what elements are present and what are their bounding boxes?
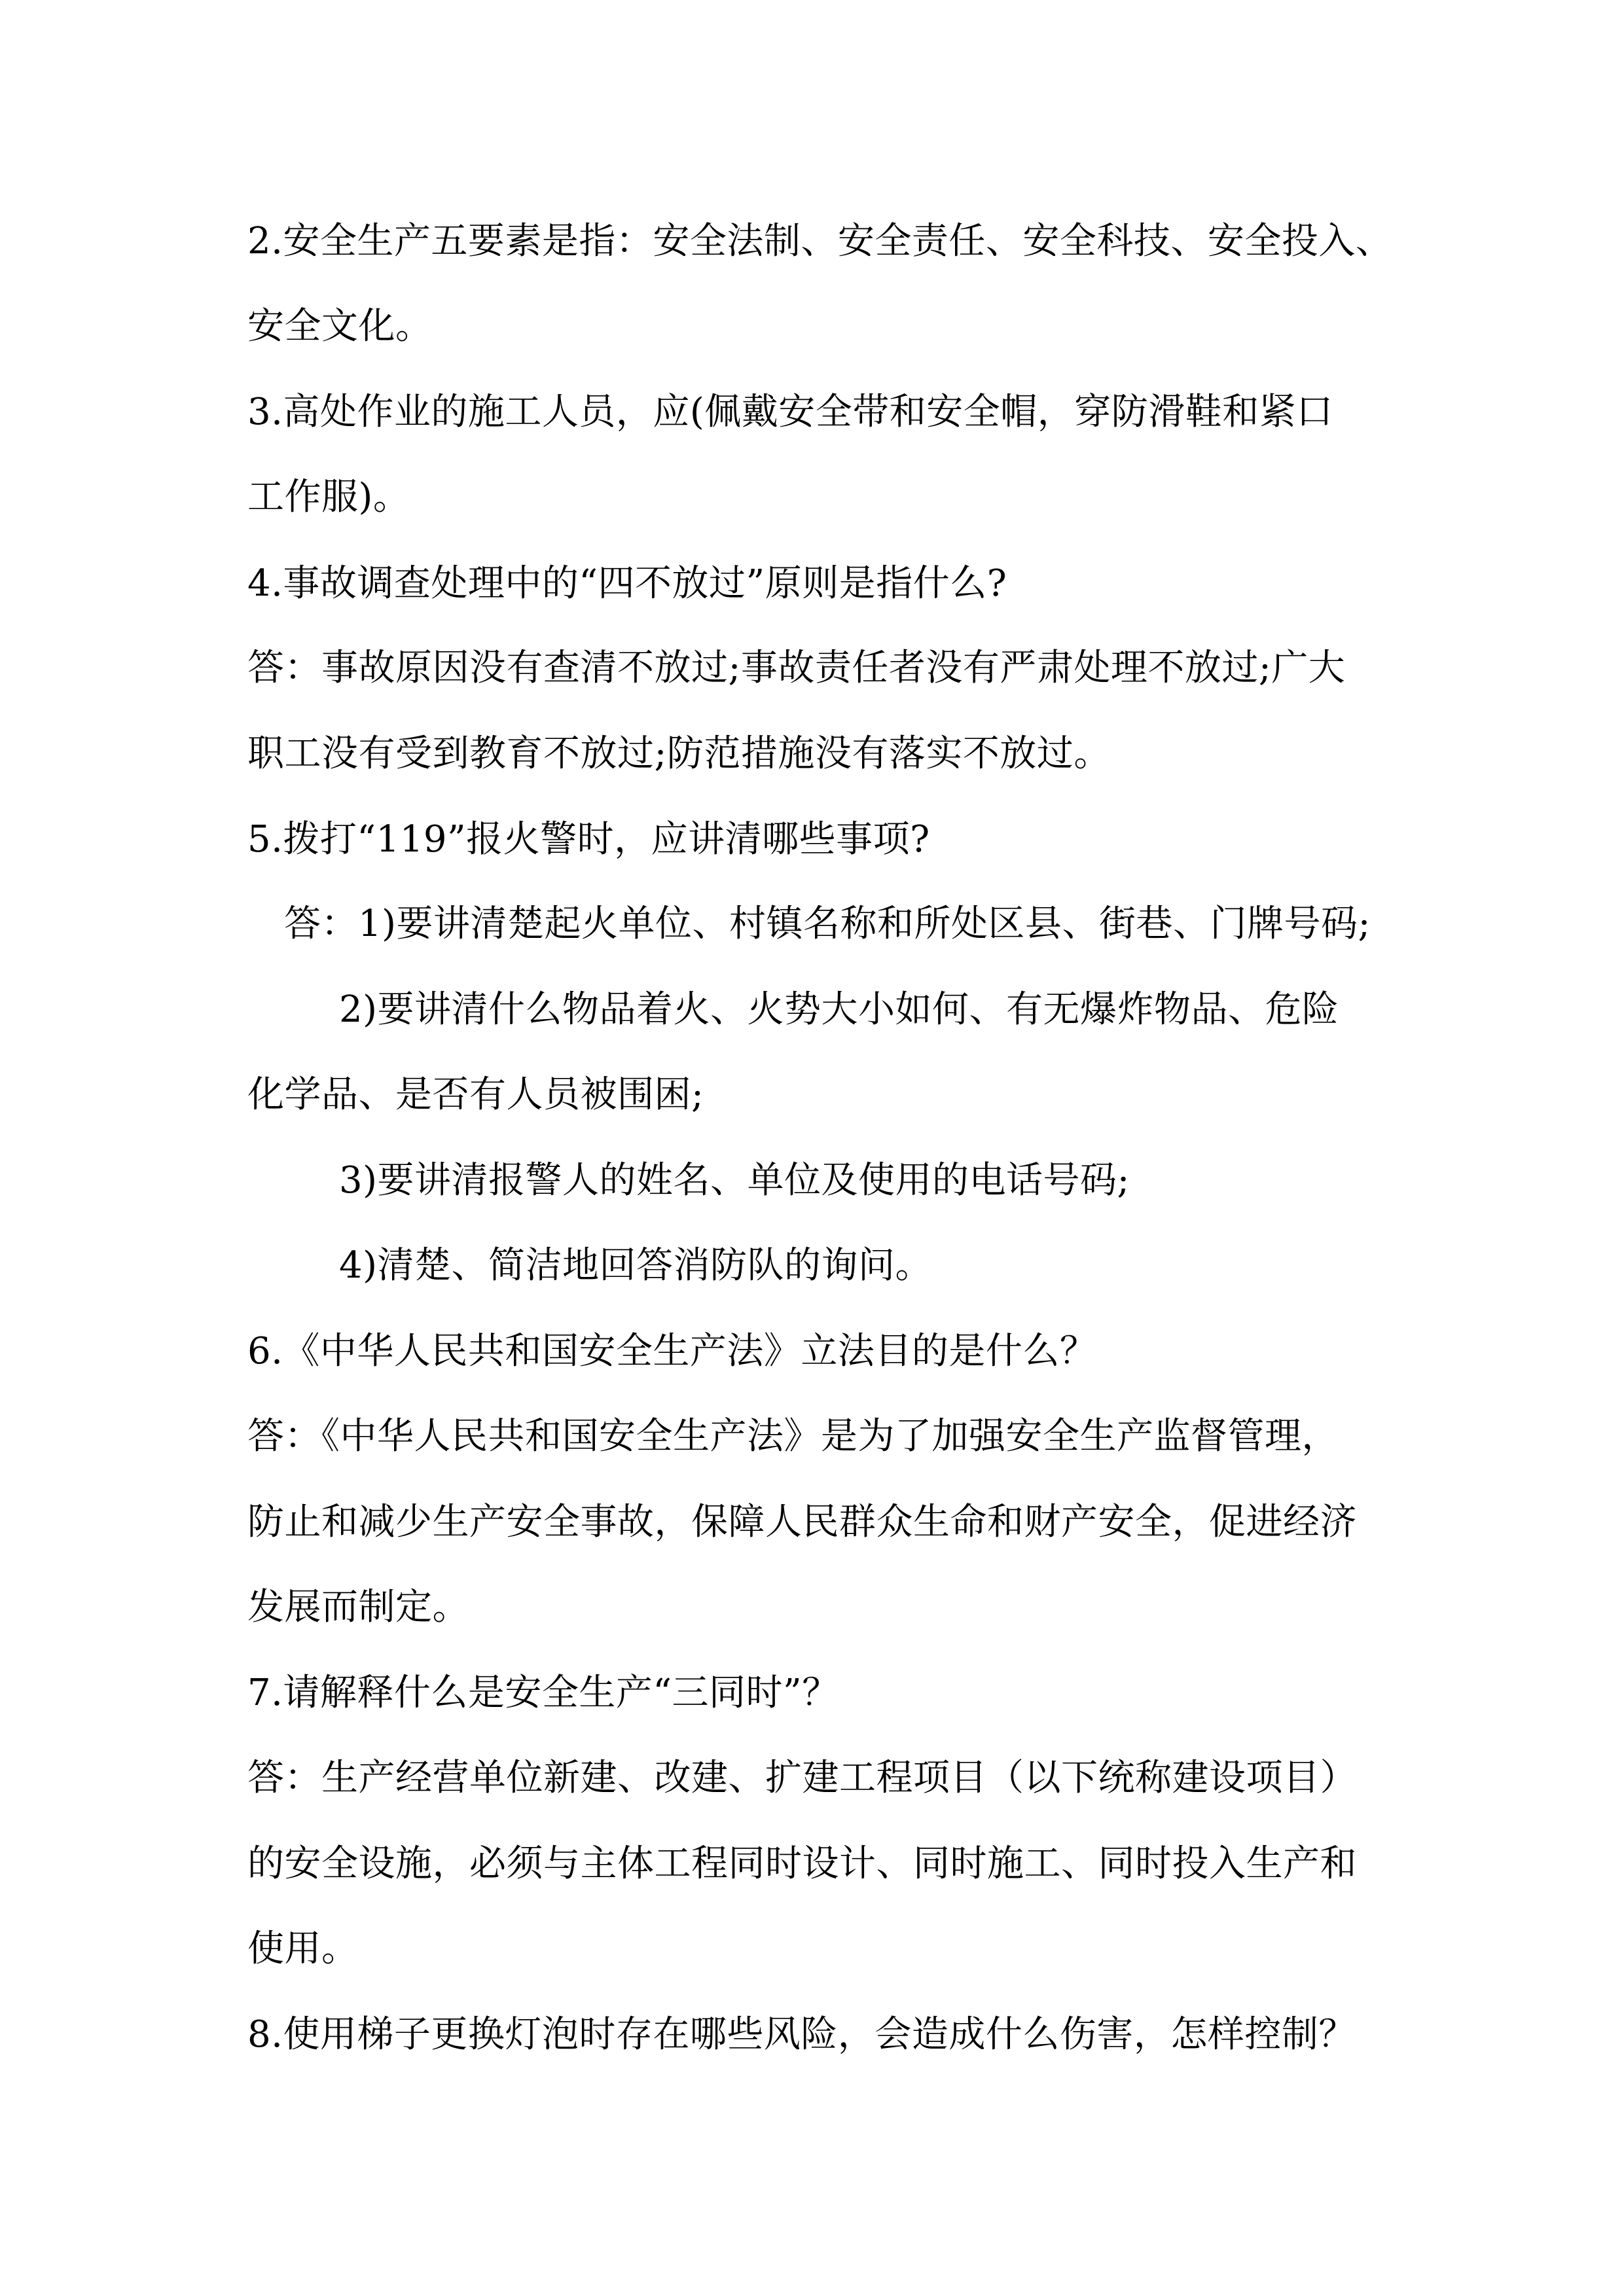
q7-answer-line-3: 使用。 xyxy=(247,1928,359,1970)
q4-answer-line-1: 答：事故原因没有查清不放过;事故责任者没有严肃处理不放过;广大 xyxy=(247,647,1346,689)
q7-answer-line-2: 的安全设施，必须与主体工程同时设计、同时施工、同时投入生产和 xyxy=(247,1842,1357,1885)
q7-question: 7.请解释什么是安全生产“三同时”？ xyxy=(247,1672,839,1714)
q8-question: 8.使用梯子更换灯泡时存在哪些风险，会造成什么伤害，怎样控制？ xyxy=(247,2013,1356,2056)
q6-answer-line-3: 发展而制定。 xyxy=(247,1586,469,1628)
q6-answer-line-1: 答：《中华人民共和国安全生产法》是为了加强安全生产监督管理， xyxy=(247,1415,1339,1458)
q4-question: 4.事故调查处理中的“四不放过”原则是指什么? xyxy=(247,562,1007,605)
q7-answer-line-1: 答：生产经营单位新建、改建、扩建工程项目（以下统称建设项目） xyxy=(247,1757,1357,1799)
q6-question: 6.《中华人民共和国安全生产法》立法目的是什么？ xyxy=(247,1330,1097,1372)
q2-line-1: 2.安全生产五要素是指：安全法制、安全责任、安全科技、安全投入、 xyxy=(247,220,1393,262)
q3-line-1: 3.高处作业的施工人员，应(佩戴安全带和安全帽，穿防滑鞋和紧口 xyxy=(247,391,1333,433)
q5-question: 5.拨打“119”报火警时，应讲清哪些事项? xyxy=(247,818,930,861)
q5-answer-item-3: 3)要讲清报警人的姓名、单位及使用的电话号码; xyxy=(339,1159,1130,1202)
q5-answer-item-2-cont: 化学品、是否有人员被围困; xyxy=(247,1073,704,1116)
q4-answer-line-2: 职工没有受到教育不放过;防范措施没有落实不放过。 xyxy=(247,732,1111,775)
q5-answer-item-4: 4)清楚、简洁地回答消防队的询问。 xyxy=(339,1244,932,1287)
q5-answer-item-1: 答：1)要讲清楚起火单位、村镇名称和所处区县、街巷、门牌号码; xyxy=(284,903,1371,945)
q6-answer-line-2: 防止和减少生产安全事故，保障人民群众生命和财产安全，促进经济 xyxy=(247,1501,1357,1543)
q5-answer-item-2: 2)要讲清什么物品着火、火势大小如何、有无爆炸物品、危险 xyxy=(339,988,1339,1031)
q2-line-2: 安全文化。 xyxy=(247,305,433,348)
q3-line-2: 工作服)。 xyxy=(247,476,410,518)
